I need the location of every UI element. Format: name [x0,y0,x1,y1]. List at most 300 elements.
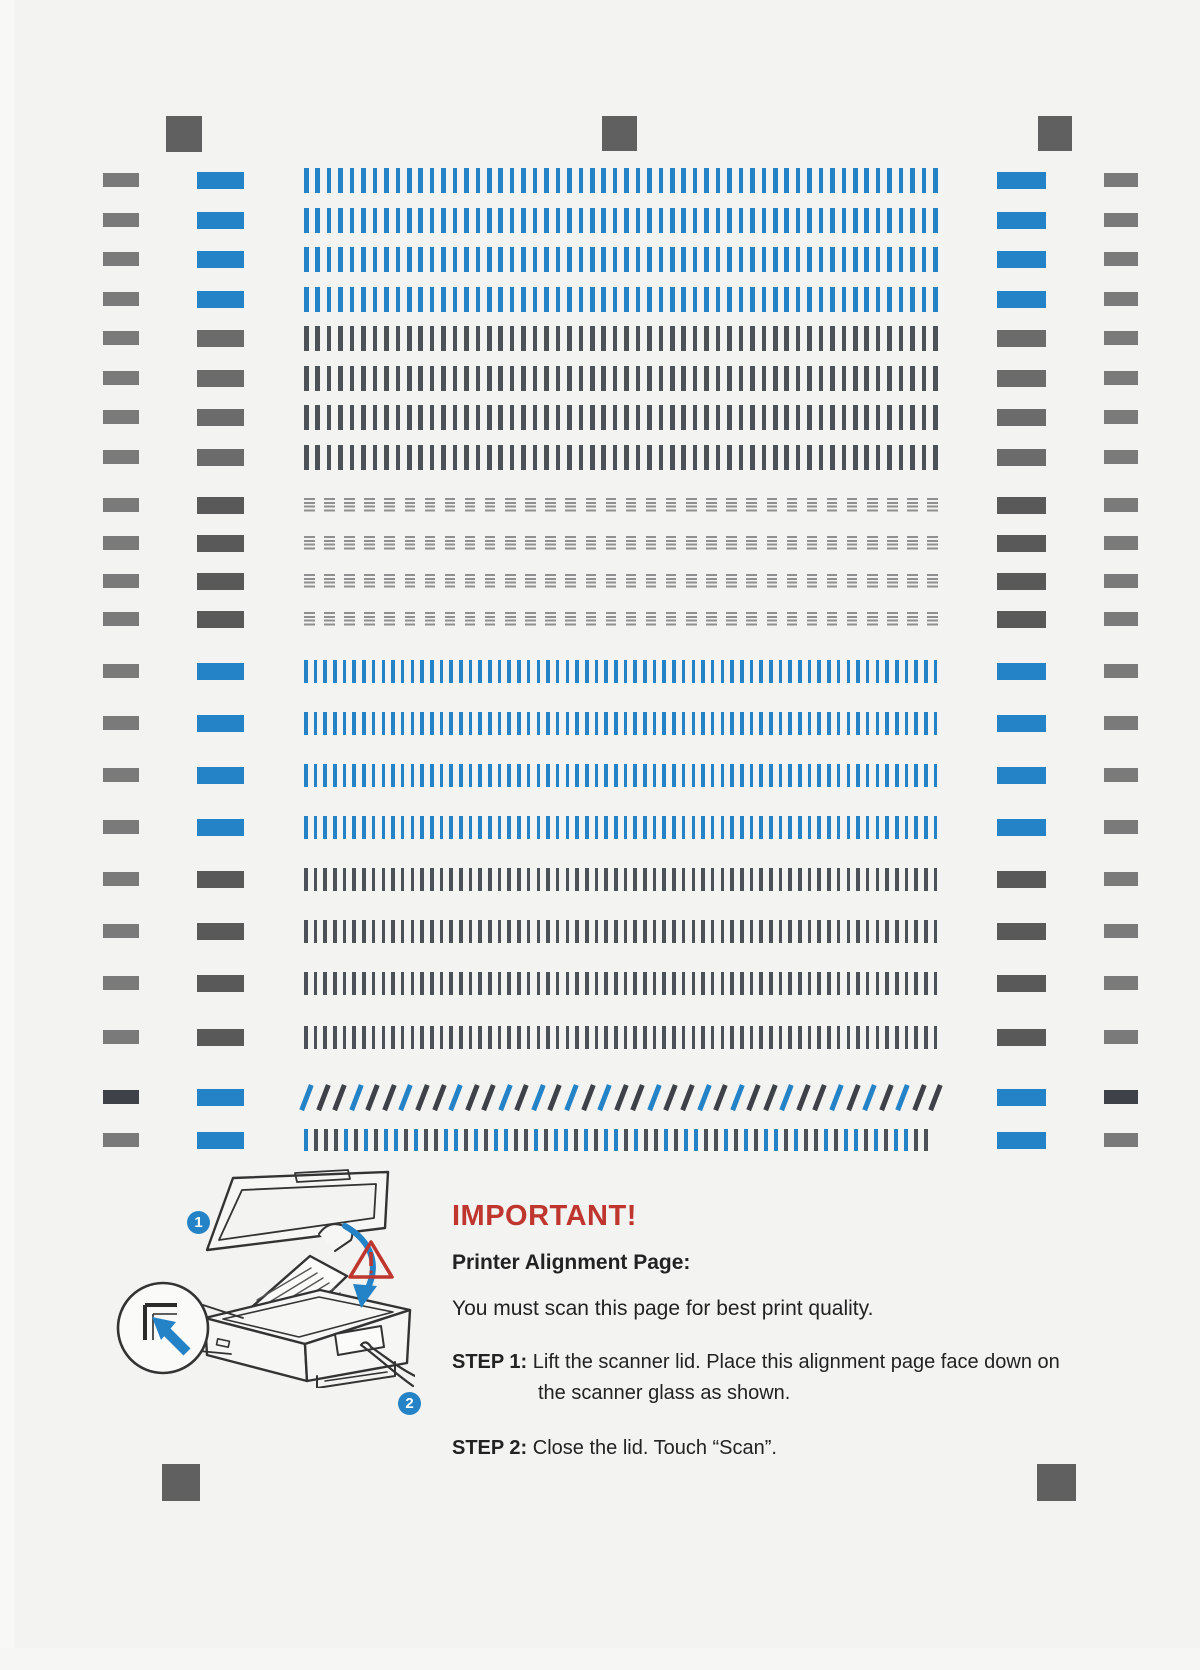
tick [362,1026,366,1049]
tick [905,816,909,839]
tick [449,816,453,839]
tick [694,1129,698,1151]
slash [481,1084,495,1111]
tick [613,287,618,312]
tick [788,660,792,683]
tick [864,1129,868,1151]
tick [779,764,783,787]
tick [556,868,560,891]
tick [774,1129,778,1151]
dash-unit [807,498,818,513]
dash-unit [666,498,677,513]
tick [449,972,453,995]
tick [754,1129,758,1151]
tick [469,660,473,683]
tick [910,168,915,193]
tick [899,445,904,470]
tick [333,660,337,683]
tick [914,1129,918,1151]
tick [546,868,550,891]
slash [448,1084,462,1111]
tick [659,445,664,470]
dash-unit [907,574,918,589]
tick [910,366,915,391]
dash-unit [304,536,315,551]
tick [521,247,526,272]
tick [762,326,767,351]
tick [636,247,641,272]
tick [633,920,637,943]
tick [350,208,355,233]
tick [701,972,705,995]
dash-unit [586,612,597,627]
slash [332,1084,346,1111]
tick [773,366,778,391]
right-medium-bar [997,767,1046,784]
tick [604,920,608,943]
tick [546,660,550,683]
tick [876,405,881,430]
tick [382,816,386,839]
tick [323,816,327,839]
tick [830,366,835,391]
tick [624,247,629,272]
right-small-bar [1104,872,1138,886]
tick [418,366,423,391]
tick [647,366,652,391]
tick [453,247,458,272]
dash-unit [545,498,556,513]
dash-unit [626,498,637,513]
slash [581,1084,595,1111]
tick [411,816,415,839]
tick [933,405,938,430]
step2-badge: 2 [398,1392,421,1415]
tick [449,1026,453,1049]
tick [544,1129,548,1151]
step-2 [452,1433,1092,1464]
tick [527,1026,531,1049]
tick [407,287,412,312]
tick [350,287,355,312]
tick [796,208,801,233]
tick [624,920,628,943]
tick [546,920,550,943]
dash-unit [606,498,617,513]
slash [382,1084,396,1111]
slash [614,1084,628,1111]
dash-unit [827,612,838,627]
tick [361,247,366,272]
tick [343,660,347,683]
slash [432,1084,446,1111]
dash-pattern [304,574,938,589]
tick [372,816,376,839]
tick [546,972,550,995]
tick [498,816,502,839]
tick [556,764,560,787]
tick [769,920,773,943]
right-small-bar [1104,924,1138,938]
tick [876,366,881,391]
tick [575,816,579,839]
tick [411,920,415,943]
tick [808,712,812,735]
tick [373,326,378,351]
tick [487,208,492,233]
tick [449,764,453,787]
tick [662,868,666,891]
tick [418,247,423,272]
tick [441,405,446,430]
tick [910,287,915,312]
tick [521,287,526,312]
tick [693,326,698,351]
tick [682,764,686,787]
tick [566,816,570,839]
tick [350,326,355,351]
tick [533,287,538,312]
tick [654,1129,658,1151]
tick [643,816,647,839]
tick [762,287,767,312]
tick [323,1026,327,1049]
tick [724,1129,728,1151]
tick [721,868,725,891]
tick [396,168,401,193]
tick [556,247,561,272]
tick [653,660,657,683]
tick [382,868,386,891]
tick [876,208,881,233]
tick [798,764,802,787]
dash-unit [927,536,938,551]
tick [808,972,812,995]
tick [420,764,424,787]
tick [887,168,892,193]
tick [711,660,715,683]
dash-unit [847,612,858,627]
dash-unit [445,574,456,589]
dash-unit [485,612,496,627]
tick [784,287,789,312]
tick [856,972,860,995]
tick [711,972,715,995]
tick-pattern [304,1026,938,1049]
tick [524,1129,528,1151]
dash-unit [525,574,536,589]
tick [510,445,515,470]
tick [521,208,526,233]
tick [420,972,424,995]
tick [798,972,802,995]
tick [488,972,492,995]
tick [327,326,332,351]
tick [659,168,664,193]
dash-unit [646,574,657,589]
tick [323,660,327,683]
tick [924,972,928,995]
tick [556,712,560,735]
tick [647,287,652,312]
page-title: IMPORTANT! [452,1200,637,1232]
tick [476,208,481,233]
tick [514,1129,518,1151]
tick [333,1026,337,1049]
dash-unit [706,536,717,551]
step-1 [452,1347,1092,1409]
dash-unit [344,574,355,589]
left-medium-bar [197,573,244,590]
tick [624,868,628,891]
tick [407,405,412,430]
tick [533,247,538,272]
tick [575,712,579,735]
tick [827,920,831,943]
slash [548,1084,562,1111]
tick [887,366,892,391]
tick [672,920,676,943]
tick [420,1026,424,1049]
tick [759,764,763,787]
tick [401,920,405,943]
tick [579,287,584,312]
tick [566,920,570,943]
tick [575,868,579,891]
tick [647,326,652,351]
right-medium-bar [997,573,1046,590]
step1-badge: 1 [187,1211,210,1234]
left-medium-bar [197,330,244,347]
left-small-bar [103,331,139,345]
tick [304,660,308,683]
dash-unit [646,536,657,551]
tick [914,868,918,891]
tick [784,366,789,391]
tick [788,920,792,943]
tick [601,287,606,312]
tick [924,1129,928,1151]
tick [922,208,927,233]
dash-unit [746,536,757,551]
tick [361,168,366,193]
dash-unit [485,574,496,589]
dash-unit [787,498,798,513]
dash-unit [787,612,798,627]
tick [636,405,641,430]
tick [494,1129,498,1151]
tick [647,445,652,470]
left-small-bar [103,450,139,464]
tick [721,920,725,943]
tick [847,712,851,735]
tick [853,445,858,470]
dash-unit [927,574,938,589]
tick [614,1129,618,1151]
tick [762,405,767,430]
tick [750,920,754,943]
tick [601,208,606,233]
tick [784,405,789,430]
tick [476,445,481,470]
tick [441,247,446,272]
tick [922,445,927,470]
tick [808,1026,812,1049]
tick [779,712,783,735]
tick [837,972,841,995]
tick [681,287,686,312]
tick [808,660,812,683]
step-2-label: STEP 2: [452,1437,528,1459]
tick [476,405,481,430]
tick [784,168,789,193]
tick [498,712,502,735]
tick [440,764,444,787]
tick [595,920,599,943]
tick [796,287,801,312]
dash-unit [867,612,878,627]
tick [842,445,847,470]
tick [590,168,595,193]
tick [721,816,725,839]
tick [796,445,801,470]
tick [647,405,652,430]
tick [876,868,880,891]
tick [856,660,860,683]
tick [373,366,378,391]
tick [595,764,599,787]
tick [624,764,628,787]
tick [304,972,308,995]
slash [399,1084,413,1111]
tick [575,920,579,943]
tick [924,868,928,891]
tick [478,868,482,891]
tick [762,208,767,233]
tick [924,712,928,735]
tick [727,168,732,193]
dash-unit [586,536,597,551]
tick [796,366,801,391]
tick [798,1026,802,1049]
tick [817,764,821,787]
tick [418,326,423,351]
tick [327,208,332,233]
tick [362,712,366,735]
tick [453,287,458,312]
tick [817,972,821,995]
tick [842,247,847,272]
tick [624,366,629,391]
tick [895,972,899,995]
dash-unit [525,612,536,627]
tick [361,405,366,430]
tick [604,712,608,735]
tick [521,366,526,391]
tick [633,764,637,787]
tick [441,287,446,312]
tick [338,445,343,470]
dash-unit [887,498,898,513]
tick [769,1026,773,1049]
tick [759,816,763,839]
tick [856,868,860,891]
tick [933,208,938,233]
tick [796,405,801,430]
tick [327,168,332,193]
tick [478,920,482,943]
tick [469,712,473,735]
tick [934,816,938,839]
tick [864,326,869,351]
tick [604,868,608,891]
tick [440,660,444,683]
right-small-bar [1104,1030,1138,1044]
tick [807,405,812,430]
tick-pattern [304,247,938,272]
tick [601,247,606,272]
dash-unit [304,498,315,513]
tick [384,366,389,391]
tick [315,326,320,351]
tick [352,764,356,787]
tick [401,764,405,787]
tick [343,712,347,735]
tick [507,972,511,995]
dash-unit [686,574,697,589]
tick [333,972,337,995]
tick [876,287,881,312]
dash-unit [606,612,617,627]
dash-unit [887,612,898,627]
tick [498,247,503,272]
tick [885,764,889,787]
tick [739,445,744,470]
dash-unit [847,536,858,551]
tick [808,920,812,943]
tick [721,764,725,787]
tick [498,366,503,391]
tick [837,660,841,683]
tick [827,1026,831,1049]
tick [682,816,686,839]
tick [533,208,538,233]
tick [914,972,918,995]
tick [498,287,503,312]
tick [384,247,389,272]
tick [613,168,618,193]
dash-unit [565,536,576,551]
right-medium-bar [997,409,1046,426]
tick [585,764,589,787]
tick [807,445,812,470]
tick [636,445,641,470]
tick [934,764,938,787]
tick [469,1026,473,1049]
tick [510,208,515,233]
tick [430,405,435,430]
tick-pattern [304,326,938,351]
slash [316,1084,330,1111]
left-small-bar [103,1090,139,1104]
dash-unit [907,498,918,513]
tick [567,445,572,470]
slash-pattern [304,1084,938,1111]
tick [556,168,561,193]
tick [864,168,869,193]
tick [817,816,821,839]
dash-unit [666,612,677,627]
